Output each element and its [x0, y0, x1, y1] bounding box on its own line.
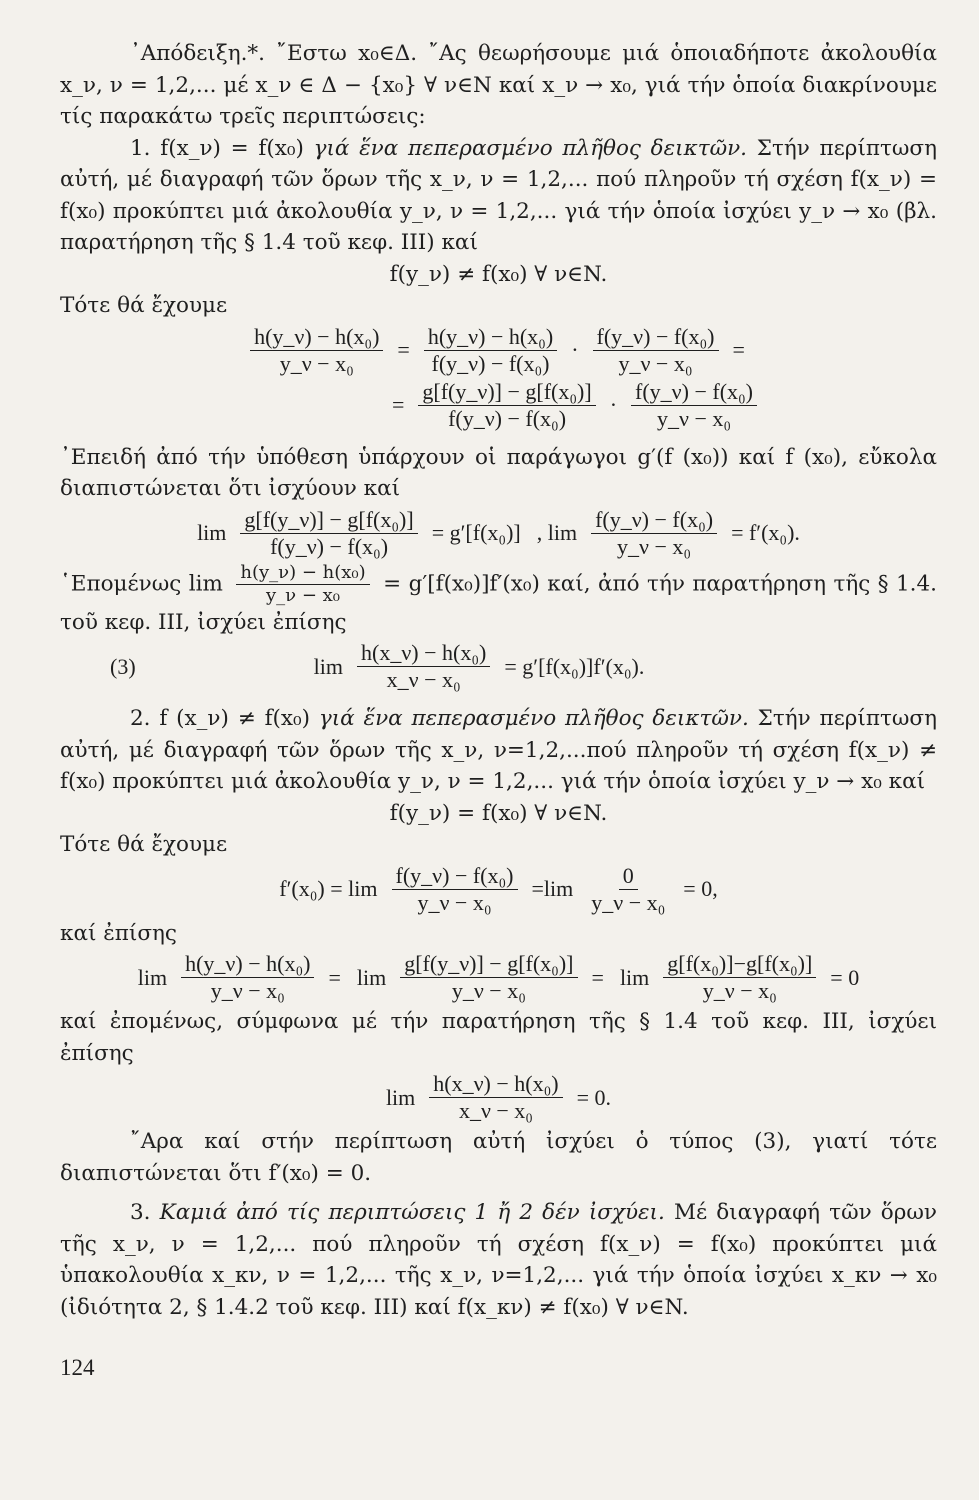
fraction: [429, 1071, 562, 1124]
denominator: y_ν − x₀: [702, 978, 777, 1003]
numerator: h(x_ν) − h(x₀): [357, 640, 490, 667]
denominator: y_ν − x₀: [618, 350, 693, 376]
case-1-condition: 1. f(x_ν) = f(x₀): [130, 135, 304, 161]
fraction: [250, 324, 383, 377]
denominator: x_ν − x₀: [386, 667, 461, 692]
denominator: y_ν − x₀: [265, 584, 340, 606]
fraction: [240, 507, 417, 560]
equation-case1-b: [60, 379, 937, 432]
denominator: y_ν − x₀: [657, 405, 732, 431]
limit-result: = 0: [830, 964, 860, 990]
denominator: x_ν − x₀: [458, 1098, 533, 1123]
case-3-number: 3.: [130, 1200, 151, 1225]
equation-case2-h: [60, 951, 937, 1004]
numerator: f(y_ν) − f(x₀): [591, 507, 717, 534]
case-2-conclusion: ῎Αρα καί στήν περίπτωση αὐτή ἰσχύει ὁ τύπος (3), γιατί τότε διαπιστώνεται ὅτι f′(x₀) = 0.: [60, 1129, 937, 1186]
limit-result: = f′(x₀).: [731, 520, 800, 546]
numerator: h(y_ν) − h(x₀): [236, 562, 369, 585]
limit-result: = 0,: [683, 876, 718, 902]
case-1-title: γιά ἕνα πεπερασμένο πλῆθος δεικτῶν.: [313, 135, 748, 161]
consequently-lim: ῾Επομένως lim: [60, 571, 223, 596]
equation-case2-hx: [60, 1071, 937, 1124]
lim-operator: lim: [313, 653, 343, 679]
denominator: y_ν − x₀: [210, 978, 285, 1003]
denominator: f(y_ν) − f(x₀): [431, 350, 550, 376]
equals-sign: =: [397, 337, 410, 363]
case-2-title: γιά ἕνα πεπερασμένο πλῆθος δεικτῶν.: [318, 706, 749, 731]
fraction: [400, 951, 577, 1004]
denominator: f(y_ν) − f(x₀): [448, 405, 567, 431]
equals-sign: =: [591, 964, 604, 990]
lim-operator: lim: [356, 964, 387, 990]
numerator: f(y_ν) − f(x₀): [392, 863, 518, 890]
fraction: [357, 640, 490, 693]
consequently-text: = g′[f(x₀)]f′(x₀) καί, ἀπό τήν παρατήρηση τῆς § 1.4. τοῦ κεφ. III, ἰσχύει ἐπίσης: [60, 571, 938, 635]
fraction: [591, 507, 717, 560]
numerator: 0: [619, 863, 638, 890]
fraction: [663, 951, 816, 1004]
numerator: g[f(y_ν)] − g[f(x₀)]: [418, 379, 595, 406]
also-label: καί ἐπίσης: [60, 920, 177, 946]
numerator: h(y_ν) − h(x₀): [181, 951, 314, 978]
numerator: h(x_ν) − h(x₀): [429, 1071, 562, 1098]
numerator: g[f(x₀)]−g[f(x₀)]: [663, 951, 816, 978]
fraction: [631, 379, 757, 432]
limit-result: = g′[f(x₀)]: [431, 520, 521, 546]
equals-sign: =: [328, 964, 341, 990]
denominator: y_ν − x₀: [617, 533, 692, 559]
case-3-paragraph: [60, 1197, 937, 1323]
fraction: [236, 562, 369, 607]
fraction: [587, 863, 669, 916]
limit-result: = 0.: [576, 1084, 612, 1110]
case-3-text: Μέ διαγραφή τῶν ὅρων τῆς x_ν, ν = 1,2,... πού πληροῦν τή σχέση f(x_ν) = f(x₀) προκύπτει μιά ὑπακολουθία x_κν, ν = 1,2,... τῆς x_ν, ν=1,2,... γιά τήν ὁποία ἰσχύει x_κν → x₀ (ἰδιότητα 2, § 1.4.2 τοῦ κεφ. III) καί f(x_κν) ≠ f(x₀) ∀ ν∈N.: [60, 1200, 937, 1320]
case-2-text: Στήν περίπτωση αὐτή, μέ διαγραφή τῶν ὅρων τῆς x_ν, ν=1,2,...πού πληροῦν τή σχέση f(x_ν) ≠ f(x₀) προκύπτει μιά ἀκολουθία y_ν, ν = 1,2,... γιά τήν ὁποία ἰσχύει y_ν → x₀ καί: [60, 706, 937, 794]
numerator: g[f(y_ν)] − g[f(x₀)]: [240, 507, 417, 534]
case-1-paragraph: [60, 133, 937, 259]
case-2-condition-line: f(y_ν) = f(x₀) ∀ ν∈N.: [389, 800, 608, 826]
dot-operator: ·: [609, 392, 618, 418]
lim-operator: , lim: [536, 520, 578, 546]
derivatives-paragraph: ᾿Επειδή ἀπό τήν ὑπόθεση ὑπάρχουν οἱ παράγωγοι g′(f (x₀)) καί f (x₀), εὔκολα διαπιστώνεται ὅτι ἰσχύουν καί: [60, 444, 937, 501]
numerator: h(y_ν) − h(x₀): [250, 324, 383, 351]
denominator: y_ν − x₀: [279, 350, 354, 376]
equation-limits: [60, 507, 937, 560]
fraction: [424, 324, 557, 377]
lim-operator: lim: [619, 964, 650, 990]
fraction: [181, 951, 314, 1004]
equation-case2-fprime: [60, 863, 937, 916]
case-3-title: Καμιά ἀπό τίς περιπτώσεις 1 ἤ 2 δέν ἰσχύει.: [159, 1200, 665, 1225]
numerator: f(y_ν) − f(x₀): [631, 379, 757, 406]
case-2-then-label: Τότε θά ἔχουμε: [60, 832, 228, 857]
case-1-condition-line: f(y_ν) ≠ f(x₀) ∀ ν∈N.: [389, 261, 608, 287]
equation-3: [60, 640, 937, 693]
accordingly-paragraph: καί ἐπομένως, σύμφωνα μέ τήν παρατήρηση τῆς § 1.4 τοῦ κεφ. III, ἰσχύει ἐπίσης: [60, 1009, 937, 1066]
case-1-then-label: Τότε θά ἔχουμε: [60, 293, 228, 318]
equals-sign: =: [391, 392, 405, 418]
numerator: f(y_ν) − f(x₀): [593, 324, 719, 351]
equals-sign: =: [732, 337, 745, 363]
equation-case1-a: [60, 324, 937, 377]
lim-operator: f′(x₀) = lim: [279, 876, 378, 902]
lim-operator: lim: [385, 1084, 416, 1110]
lim-operator: =lim: [531, 876, 574, 902]
page-number: 124: [60, 1355, 95, 1380]
equation-label: (3): [110, 653, 136, 679]
numerator: h(y_ν) − h(x₀): [424, 324, 557, 351]
lim-operator: lim: [197, 520, 227, 546]
fraction: [593, 324, 719, 377]
case-1-text: Στήν περίπτωση αὐτή, μέ διαγραφή τῶν ὅρων τῆς x_ν, ν = 1,2,... πού πληροῦν τή σχέση f(x_ν) = f(x₀) προκύπτει μιά ἀκολουθία y_ν, ν = 1,2,... γιά τήν ὁποία ἰσχύει y_ν → x₀ (βλ. παρατήρηση τῆς § 1.4 τοῦ κεφ. III) καί: [60, 135, 937, 255]
numerator: g[f(y_ν)] − g[f(x₀)]: [400, 951, 577, 978]
case-2-condition: 2. f (x_ν) ≠ f(x₀): [130, 706, 311, 731]
dot-operator: ·: [571, 337, 579, 363]
consequently-paragraph: [60, 562, 937, 639]
denominator: y_ν − x₀: [591, 889, 666, 915]
denominator: y_ν − x₀: [417, 889, 492, 915]
limit-result: = g′[f(x₀)]f′(x₀).: [504, 653, 645, 679]
fraction: [392, 863, 518, 916]
denominator: f(y_ν) − f(x₀): [270, 533, 389, 559]
case-2-paragraph: [60, 703, 937, 798]
proof-intro: ᾿Απόδειξη.*. ῎Εστω x₀∈Δ. ῎Ας θεωρήσουμε μιά ὁποιαδήποτε ἀκολουθία x_ν, ν = 1,2,... μέ x_ν ∈ Δ − {x₀} ∀ ν∈N καί x_ν → x₀, γιά τήν ὁποία διακρίνουμε τίς παρακάτω τρεῖς περιπτώσεις:: [60, 41, 937, 129]
lim-operator: lim: [137, 964, 168, 990]
denominator: y_ν − x₀: [451, 978, 526, 1003]
fraction: [418, 379, 595, 432]
